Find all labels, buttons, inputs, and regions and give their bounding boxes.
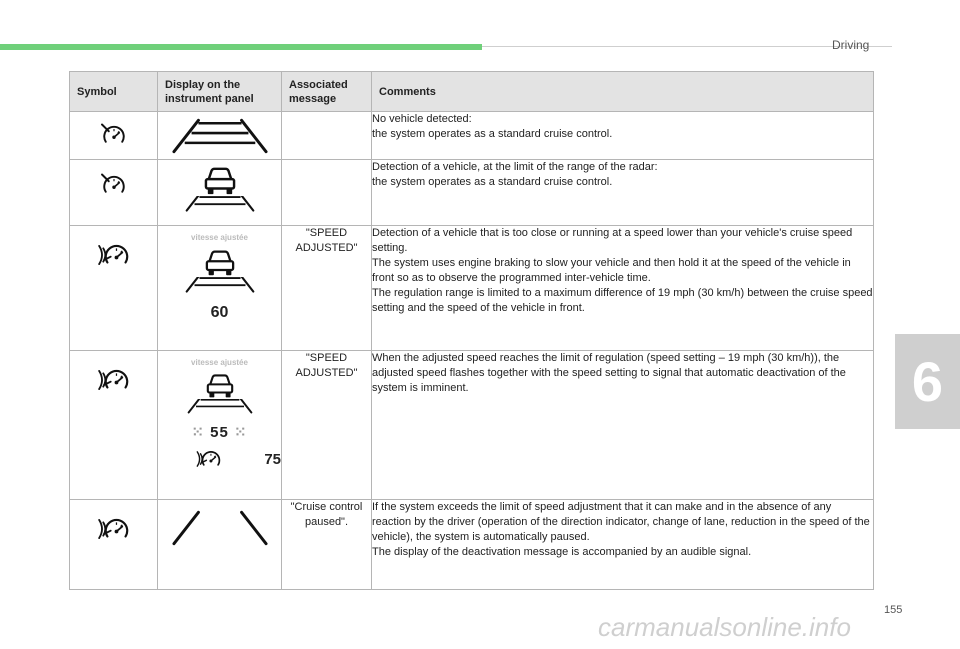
road-lanes-icon [171,399,269,423]
table-row [70,112,874,160]
comment-line: The display of the deactivation message is accompanied by an audible signal. [372,546,752,558]
cruise-control-table [69,71,874,590]
road-lanes-icon [171,118,269,154]
comment-line: Detection of a vehicle, at the limit of the range of the radar: [372,161,658,173]
display-cell [158,112,282,160]
comments-cell [372,112,874,160]
symbol-cell [70,500,158,590]
comments-cell [372,226,874,351]
vehicle-ahead-icon [202,373,238,399]
speed-setting-value: 75 [264,450,281,468]
vehicle-ahead-icon [202,249,238,277]
speed-adjust-gauge-icon [95,512,133,546]
table-header-row [70,72,874,112]
chapter-tab [895,334,960,429]
display-cell [158,160,282,226]
message-cell [282,160,372,226]
symbol-cell [70,226,158,351]
vehicle-ahead-icon [201,166,239,196]
comments-cell [372,500,874,590]
table-row [70,226,874,351]
header-comments: Comments [372,72,874,112]
speed-setting-indicator [158,446,281,472]
comment-line: the system operates as a standard cruise control. [372,176,613,188]
message-cell: "SPEED ADJUSTED" [282,226,372,351]
speed-adjust-gauge-icon [194,446,224,472]
table-row [70,160,874,226]
page-number: 155 [884,604,903,616]
display-cell [158,500,282,590]
watermark: carmanualsonline.info [598,612,851,642]
symbol-cell [70,351,158,500]
comment-line: the system operates as a standard cruise control. [372,128,613,140]
message-cell: "SPEED ADJUSTED" [282,351,372,500]
comments-cell [372,351,874,500]
display-cell [158,351,282,500]
table-row [70,500,874,590]
speed-adjust-gauge-icon [95,363,133,397]
comment-line: When the adjusted speed reaches the limit of regulation (speed setting – 19 mph (30 km/h)), the adjusted speed flashes together with the speed setting to signal that automatic deactivation of the system is imminent. [372,352,846,394]
header-message: Associated message [282,72,372,112]
flashing-speed-readout: ⁙ 55 ⁙ [191,424,248,441]
message-cell: "Cruise control paused". [282,500,372,590]
header-rule [482,46,892,47]
cruise-gauge-icon [99,120,129,150]
speed-adjust-gauge-icon [95,238,133,272]
comment-line: No vehicle detected: [372,113,472,125]
cruise-gauge-icon [99,170,129,200]
message-cell [282,112,372,160]
comment-line: The regulation range is limited to a maximum difference of 19 mph (30 km/h) between the cruise speed setting and the speed of the vehicle in front. [372,287,873,314]
symbol-cell [70,160,158,226]
flashing-speed-value: 55 [210,424,229,441]
comment-line: Detection of a vehicle that is too close or running at a speed lower than your vehicle's cruise speed setting. [372,227,853,254]
display-caption: vitesse ajustée [191,358,248,367]
comment-line: If the system exceeds the limit of speed adjustment that it can make and in the absence of any reaction by the driver (operation of the direction indicator, change of lane, reduction in the speed of the vehicle), the system is automatically paused. [372,501,870,543]
header-display: Display on the instrument panel [158,72,282,112]
comment-line: The system uses engine braking to slow your vehicle and then hold it at the speed of the vehicle in front so as to observe the programmed inter-vehicle time. [372,257,851,284]
road-lanes-icon [171,277,269,303]
road-edges-icon [171,510,269,546]
comments-cell [372,160,874,226]
header-accent-bar [0,44,482,50]
adjusted-speed-readout: 60 [210,304,229,321]
section-title: Driving [832,38,870,52]
road-lanes-icon [171,196,269,222]
display-caption: vitesse ajustée [191,233,248,242]
header-symbol: Symbol [70,72,158,112]
chapter-number: 6 [911,350,944,413]
table-row [70,351,874,500]
display-cell [158,226,282,351]
symbol-cell [70,112,158,160]
